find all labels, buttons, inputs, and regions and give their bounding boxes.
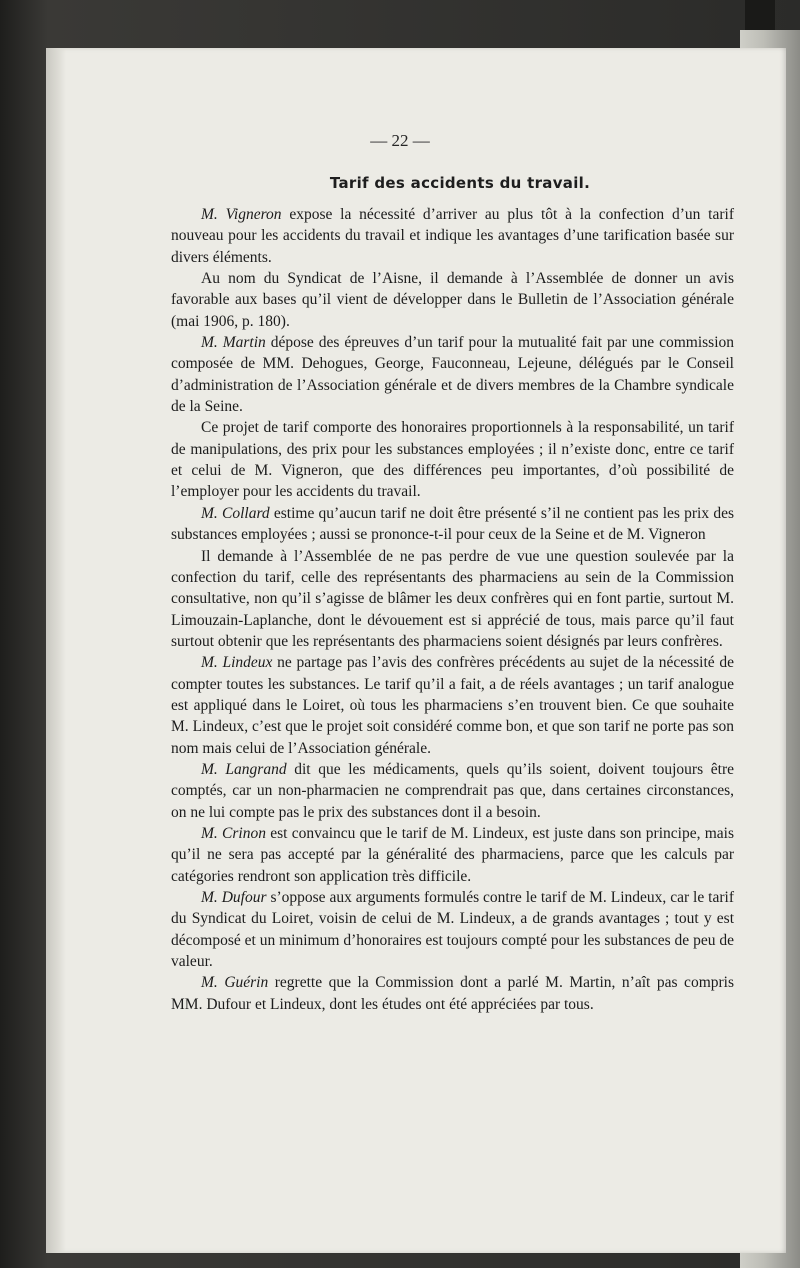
paragraph-text: regrette que la Commission dont a parlé M. Martin, n’aît pas compris MM. Dufour et Lindeux, dont les études ont été appréciées par tous. [171,974,734,1013]
speaker-name: M. Dufour [201,889,267,906]
speaker-name: M. Lindeux [201,654,273,672]
paragraph-text: dépose des épreuves d’un tarif pour la mutualité fait par une commission composée de MM. Dehogues, George, Fauconneau, Lejeune, délégués par le Conseil d’administration de l’Association générale et de divers membres de la Chambre syndicale de la Seine. [171,334,735,416]
paragraph [171,503,734,546]
paragraph [171,417,734,502]
paragraph [171,332,734,417]
paragraph [171,972,734,1015]
speaker-name: M. Guérin [201,974,269,992]
paragraph [171,652,734,759]
paragraph [171,546,734,653]
paragraph-text: Ce projet de tarif comporte des honoraires proportionnels à la responsabilité, un tarif de manipulations, des prix pour les substances employées ; il n’existe donc, entre ce tarif et celui de M. Vigneron, que des différences peu importantes, d’où possibilité de l’employer pour les accidents du travail. [171,419,734,501]
paragraph-text: est convaincu que le tarif de M. Lindeux, est juste dans son principe, mais qu’il ne sera pas accepté par la généralité des pharmaciens, parce que les calculs par catégories rendront son application très difficile. [171,824,734,885]
paragraph-text: estime qu’aucun tarif ne doit être présenté s’il ne contient pas les prix des substances employées ; aussi se prononce-t-il pour ceux de la Seine et de M. Vigneron [171,504,734,544]
speaker-name: M. Vigneron [201,206,282,223]
speaker-name: M. Crinon [201,824,266,842]
paragraph-text: s’oppose aux arguments formulés contre le tarif de M. Lindeux, car le tarif du Syndicat du Loiret, voisin de celui de M. Lindeux, a de grands avantages ; tout y est décomposé et un minimum d’honoraires est toujours compté pour les substances de peu de valeur. [171,889,734,971]
paragraph-text: Il demande à l’Assemblée de ne pas perdre de vue une question soulevée par la confection du tarif, celle des représentants des pharmaciens au sein de la Commission consultative, non qu’il s’agisse de blâmer les deux confrères qui en font partie, surtout M. Limouzain-Laplanche, dont le dévouement est si apprécié de tous, mais parce qu’il faut surtout obtenir que les représentants des pharmaciens soient désignés par leurs confrères. [171,547,734,650]
paragraph [171,823,734,887]
paragraph [171,887,734,972]
paragraph [171,204,734,268]
body-text [171,204,734,1015]
paragraph [171,268,734,332]
speaker-name: M. Collard [201,504,270,522]
section-heading: Tarif des accidents du travail. [329,174,591,192]
speaker-name: M. Martin [201,334,266,352]
paragraph-text: dit que les médicaments, quels qu’ils soient, doivent toujours être comptés, car un non-pharmacien ne comprendrait pas que, dans certaines circonstances, on ne lui compte pas le prix des substances dont il a besoin. [171,760,734,821]
paragraph-text: expose la nécessité d’arriver au plus tôt à la confection d’un tarif nouveau pour les accidents du travail et indique les avantages d’une tarification basée sur divers éléments. [171,206,735,266]
paragraph [171,759,734,823]
page-number: — 22 — [370,131,430,150]
paragraph-text: ne partage pas l’avis des confrères précédents au sujet de la nécessité de compter toutes les substances. Le tarif qu’il a fait, a de réels avantages ; un tarif analogue est appliqué dans le Loiret, où tous les pharmaciens s’en trouvent bien. Ce que souhaite M. Lindeux, c’est que le projet soit considéré comme bon, et que son tarif ne porte pas son nom mais celui de l’Association générale. [171,654,734,757]
speaker-name: M. Langrand [201,760,287,778]
paragraph-text: Au nom du Syndicat de l’Aisne, il demande à l’Assemblée de donner un avis favorable aux bases qu’il vient de développer dans le Bulletin de l’Association générale (mai 1906, p. 180). [171,270,734,330]
page-gutter-shadow [46,48,66,1253]
